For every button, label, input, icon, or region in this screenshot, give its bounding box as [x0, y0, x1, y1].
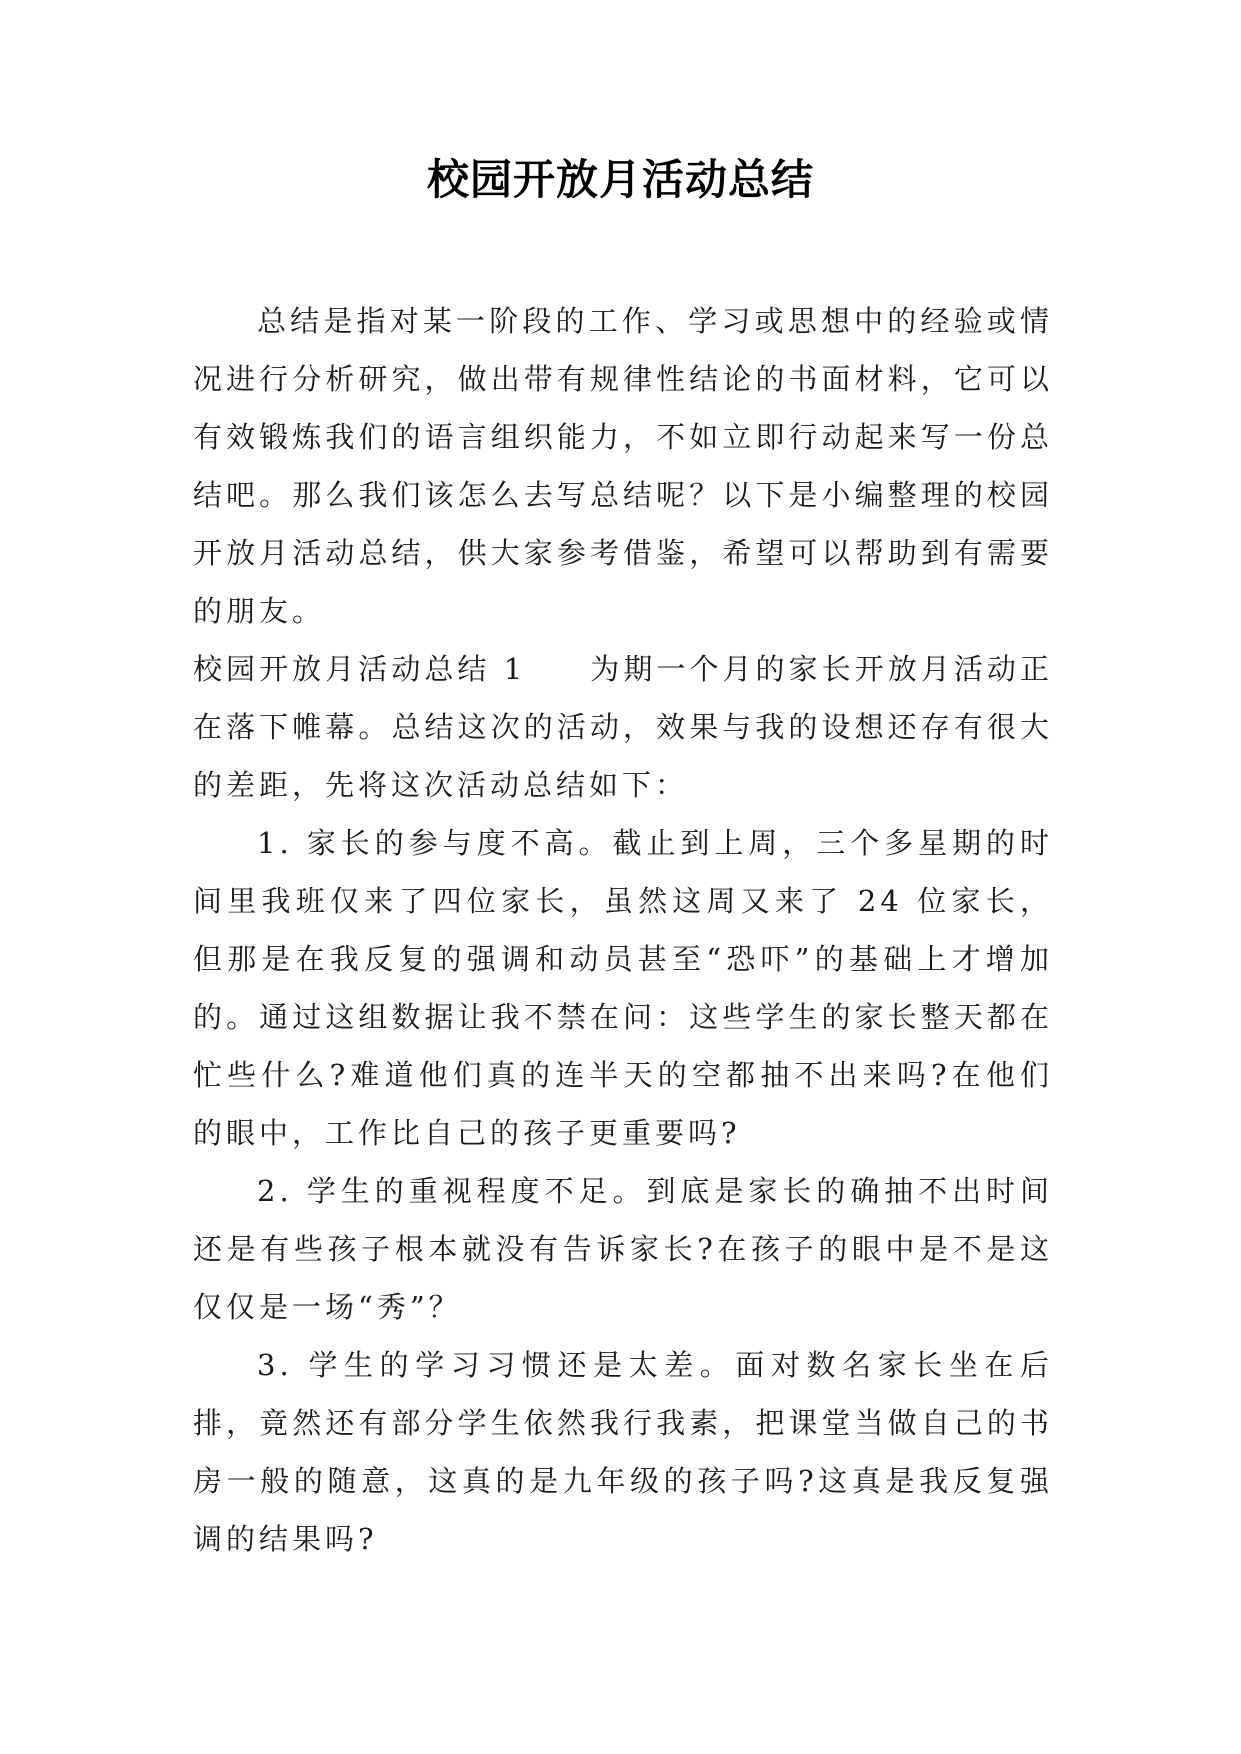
point-paragraph-2: 2. 学生的重视程度不足。到底是家长的确抽不出时间还是有些孩子根本就没有告诉家长?在孩子的眼中是不是这仅仅是一场“秀”？ [193, 1174, 1053, 1324]
section-paragraph [193, 640, 1053, 814]
document-title: 校园开放月活动总结 [426, 155, 814, 204]
point-paragraph-3: 3. 学生的学习习惯还是太差。面对数名家长坐在后排，竟然还有部分学生依然我行我素，把课堂当做自己的书房一般的随意，这真的是九年级的孩子吗?这真是我反复强调的结果吗? [193, 1348, 1053, 1556]
document-body [193, 292, 1053, 1568]
intro-paragraph: 总结是指对某一阶段的工作、学习或思想中的经验或情况进行分析研究，做出带有规律性结论的书面材料，它可以有效锻炼我们的语言组织能力，不如立即行动起来写一份总结吧。那么我们该怎么去写总结呢？以下是小编整理的校园开放月活动总结，供大家参考借鉴，希望可以帮助到有需要的朋友。 [193, 304, 1053, 628]
point-paragraph-1: 1. 家长的参与度不高。截止到上周，三个多星期的时间里我班仅来了四位家长，虽然这周又来了 24 位家长，但那是在我反复的强调和动员甚至“恐吓”的基础上才增加的。通过这组数据让我不禁在问：这些学生的家长整天都在忙些什么?难道他们真的连半天的空都抽不出来吗?在他们的眼中，工作比自己的孩子更重要吗? [193, 826, 1053, 1150]
section-heading: 校园开放月活动总结 1 [193, 652, 527, 686]
section-opening: 为期一个月的家长开放月活动正在落下帷幕。总结这次的活动，效果与我的设想还存有很大的差距，先将这次活动总结如下： [193, 652, 1053, 802]
